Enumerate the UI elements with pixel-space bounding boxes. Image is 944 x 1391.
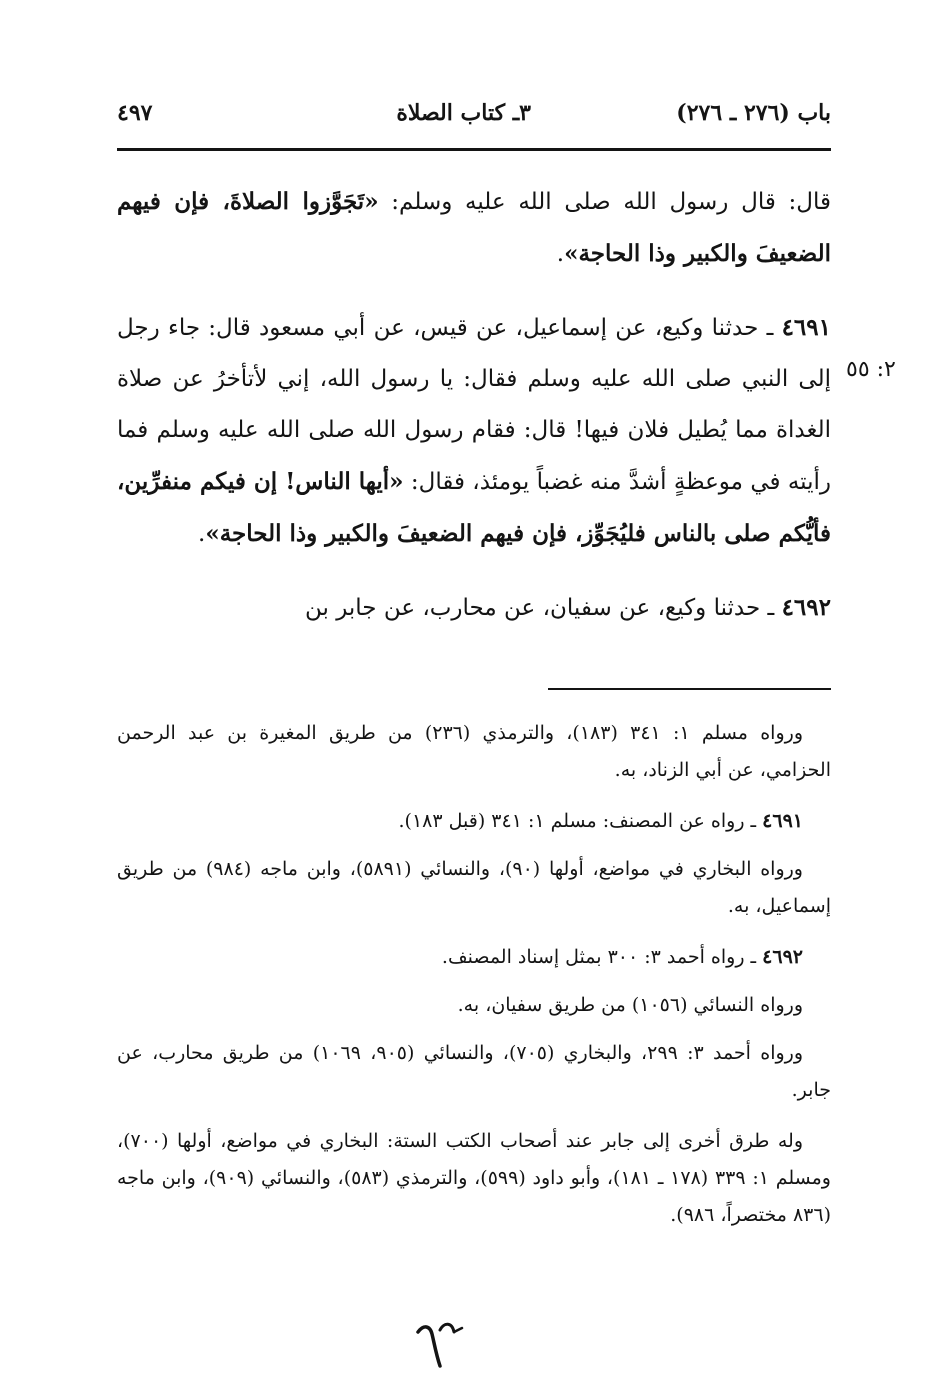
paragraph-end: . <box>198 521 206 547</box>
footnote-number: ٤٦٩٢ <box>762 946 803 968</box>
footnote-text: ـ رواه عن المصنف: مسلم ١: ٣٤١ (قبل ١٨٣). <box>398 810 763 832</box>
header-rule <box>117 148 831 151</box>
footnote: ورواه مسلم ١: ٣٤١ (١٨٣)، والترمذي (٢٣٦) من طريق المغيرة بن عبد الرحمن الحزامي، عن أبي الزناد، به. <box>117 722 831 781</box>
footnote-number: ٤٦٩١ <box>762 810 803 832</box>
footnote-text: ـ رواه أحمد ٣: ٣٠٠ بمثل إسناد المصنف. <box>441 946 763 968</box>
hadith-number: ٤٦٩٢ <box>781 594 831 621</box>
prophetic-saying: «تَجَوَّزوا الصلاةَ، فإن فيهم الضعيفَ والكبير وذا الحاجة» <box>117 188 831 267</box>
footnote <box>117 939 831 976</box>
hadith-4692 <box>117 582 831 634</box>
main-text <box>117 176 831 634</box>
footnotes <box>117 715 831 1248</box>
footnote: ورواه البخاري في مواضع، أولها (٩٠)، والنسائي (٥٨٩١)، وابن ماجه (٩٨٤) من طريق إسماعيل، به. <box>117 858 831 917</box>
marginal-reference: ٢: ٥٥ <box>846 357 896 382</box>
hadith-text: ـ حدثنا وكيع، عن سفيان، عن محارب، عن جابر بن <box>304 595 782 621</box>
handwritten-mark-icon <box>410 1310 470 1370</box>
hadith-4691 <box>117 302 831 560</box>
paragraph-text: قال: قال رسول الله صلى الله عليه وسلم: <box>378 189 831 215</box>
footnote: ورواه أحمد ٣: ٢٩٩، والبخاري (٧٠٥)، والنسائي (٩٠٥، ١٠٦٩) من طريق محارب، عن جابر. <box>117 1042 831 1101</box>
footnote: وله طرق أخرى إلى جابر عند أصحاب الكتب الستة: البخاري في مواضع، أولها (٧٠٠)، ومسلم ١: ٣٣٩ (١٧٨ ـ ١٨١)، وأبو داود (٥٩٩)، والترمذي (٥٨٣)، والنسائي (٩٠٩)، وابن ماجه (٨٣٦ مختصراً، ٩٨٦). <box>117 1130 831 1226</box>
chapter-heading: باب (٢٧٦ ـ ٢٧٦) <box>676 100 831 126</box>
prophetic-saying: «أيها الناس! إن فيكم منفرِّين، فأيُّكم صلى بالناس فليُجَوِّز، فإن فيهم الضعيفَ والكبير وذا الحاجة» <box>117 468 831 547</box>
hadith-number: ٤٦٩١ <box>781 314 831 341</box>
footnote-separator <box>548 688 831 690</box>
page-number: ٤٩٧ <box>117 100 153 126</box>
page-header <box>117 96 831 136</box>
footnote: ورواه النسائي (١٠٥٦) من طريق سفيان، به. <box>457 994 803 1016</box>
paragraph-continuation <box>117 176 831 280</box>
book-title: ٣ـ كتاب الصلاة <box>396 100 531 126</box>
hadith-text: ـ حدثنا وكيع، عن إسماعيل، عن قيس، عن أبي مسعود قال: جاء رجل إلى النبي صلى الله عليه وسلم فقال: يا رسول الله، إني لأتأخرُ عن صلاة الغداة مما يُطيل فلان فيها! قال: فقام رسول الله صلى الله عليه وسلم فما رأيته في موعظةٍ أشدَّ منه غضباً يومئذ، فقال: <box>117 315 831 495</box>
footnote <box>117 803 831 840</box>
paragraph-end: . <box>556 241 565 267</box>
